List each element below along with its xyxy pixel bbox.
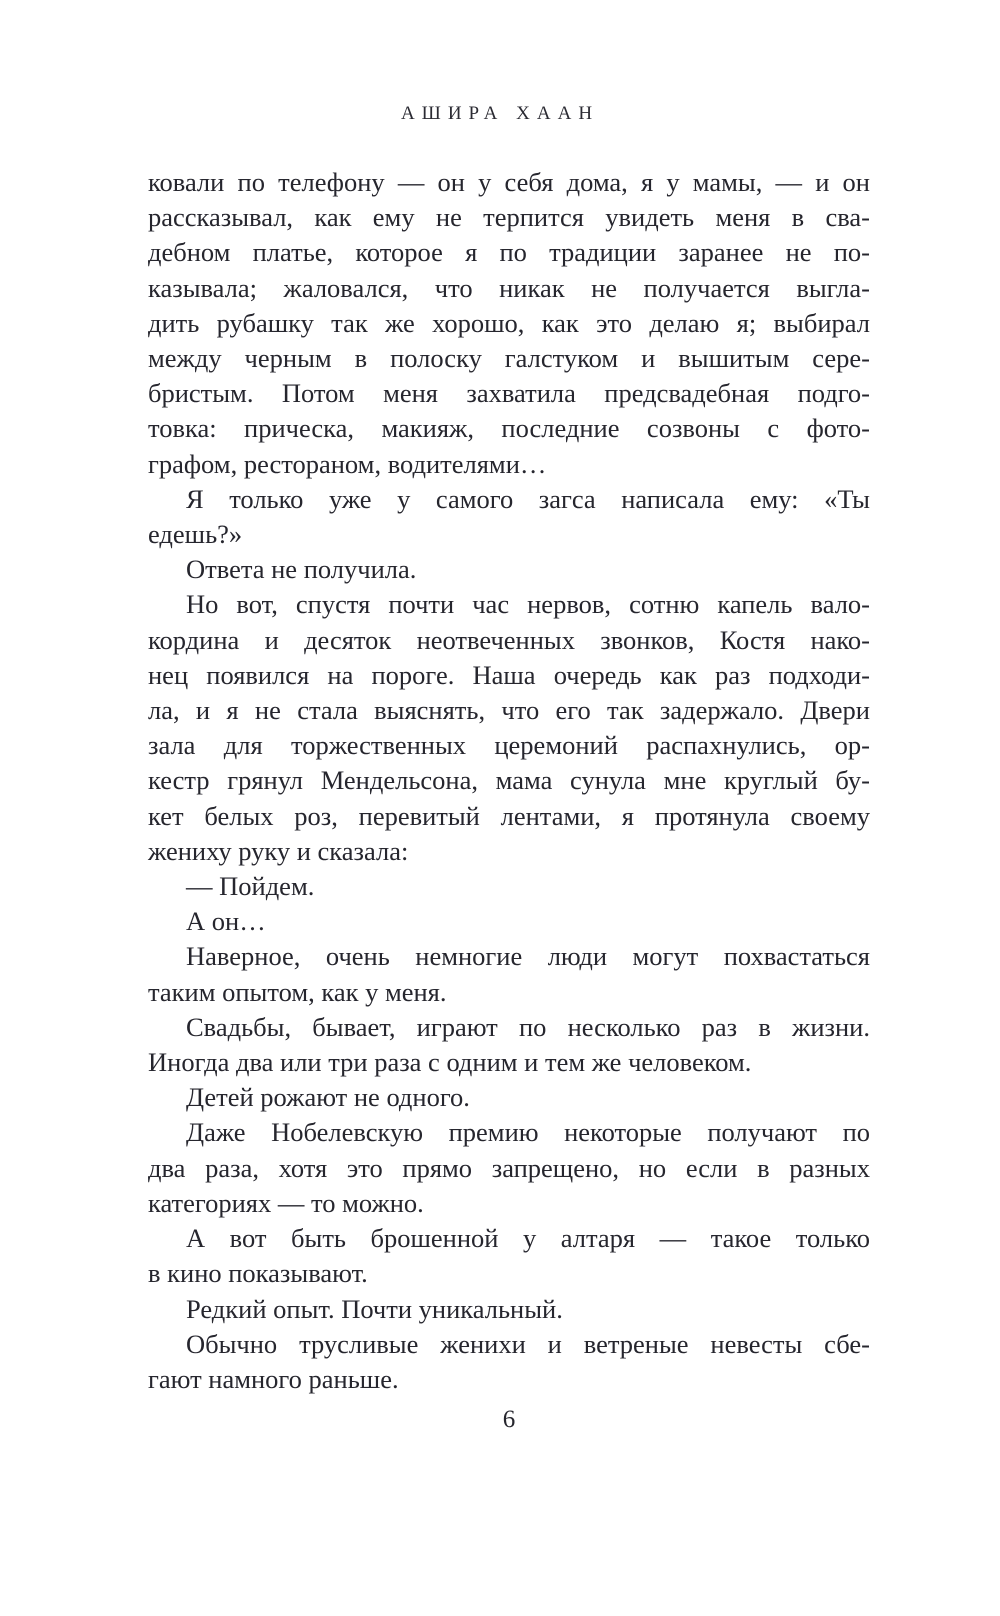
text-line: категориях — то можно. xyxy=(148,1187,424,1218)
text-line: гают намного раньше. xyxy=(148,1363,399,1394)
text-line: Я только уже у самого загса написала ему: «Ты xyxy=(186,483,870,514)
text-line: Редкий опыт. Почти уникальный. xyxy=(186,1293,563,1324)
text-line: бристым. Потом меня захватила предсвадебная подго- xyxy=(148,378,870,409)
text-line: кордина и десяток неотвеченных звонков, Костя нако- xyxy=(148,624,870,655)
text-line: между черным в полоску галстуком и вышитым сере- xyxy=(148,343,870,374)
text-line: жениху руку и сказала: xyxy=(148,835,409,866)
text-line: А он… xyxy=(186,906,266,937)
text-line: дебном платье, которое я по традиции заранее не по- xyxy=(148,237,870,268)
paragraph xyxy=(148,165,870,482)
text-line: ковали по телефону — он у себя дома, я у мамы, — и он xyxy=(148,167,870,197)
paragraph xyxy=(148,1327,870,1397)
paragraph xyxy=(148,587,870,869)
running-header: АШИРА ХААН xyxy=(400,103,600,124)
paragraph xyxy=(148,1292,870,1327)
text-line: рассказывал, как ему не терпится увидеть меня в сва- xyxy=(148,202,870,233)
text-line: Свадьбы, бывает, играют по несколько раз в жизни. xyxy=(186,1011,870,1042)
text-line: в кино показывают. xyxy=(148,1258,368,1289)
text-line: товка: прическа, макияж, последние созвоны с фото- xyxy=(148,413,870,444)
paragraph xyxy=(148,904,870,939)
text-block xyxy=(148,165,870,1397)
paragraph xyxy=(148,1010,870,1080)
text-line: Наверное, очень немногие люди могут похвастаться xyxy=(186,941,870,972)
paragraph xyxy=(148,1221,870,1291)
text-line: казывала; жаловался, что никак не получается выгла- xyxy=(148,272,870,303)
paragraph xyxy=(148,552,870,587)
paragraph xyxy=(148,939,870,1009)
text-line: зала для торжественных церемоний распахнулись, ор- xyxy=(148,730,870,761)
text-line: Иногда два или три раза с одним и тем же человеком. xyxy=(148,1047,752,1078)
text-line: едешь?» xyxy=(148,519,243,550)
text-line: графом, рестораном, водителями… xyxy=(148,448,547,479)
text-line: Детей рожают не одного. xyxy=(186,1082,470,1113)
text-line: Но вот, спустя почти час нервов, сотню капель вало- xyxy=(186,589,870,620)
text-line: Ответа не получила. xyxy=(186,554,417,585)
paragraph xyxy=(148,1115,870,1221)
text-line: Даже Нобелевскую премию некоторые получают по xyxy=(186,1117,870,1148)
text-line: ла, и я не стала выяснять, что его так задержало. Двери xyxy=(148,695,870,726)
paragraph xyxy=(148,482,870,552)
text-line: два раза, хотя это прямо запрещено, но если в разных xyxy=(148,1152,870,1183)
text-line: А вот быть брошенной у алтаря — такое только xyxy=(186,1223,870,1254)
text-line: нец появился на пороге. Наша очередь как раз подходи- xyxy=(148,659,870,690)
text-line: кестр грянул Мендельсона, мама сунула мне круглый бу- xyxy=(148,765,870,796)
text-line: Обычно трусливые женихи и ветреные невесты сбе- xyxy=(186,1328,870,1359)
paragraph xyxy=(148,869,870,904)
paragraph xyxy=(148,1080,870,1115)
page-number: 6 xyxy=(502,1406,516,1433)
text-line: таким опытом, как у меня. xyxy=(148,976,447,1007)
text-line: — Пойдем. xyxy=(186,871,315,902)
text-line: кет белых роз, перевитый лентами, я протянула своему xyxy=(148,800,870,831)
text-line: дить рубашку так же хорошо, как это делаю я; выбирал xyxy=(148,307,870,338)
